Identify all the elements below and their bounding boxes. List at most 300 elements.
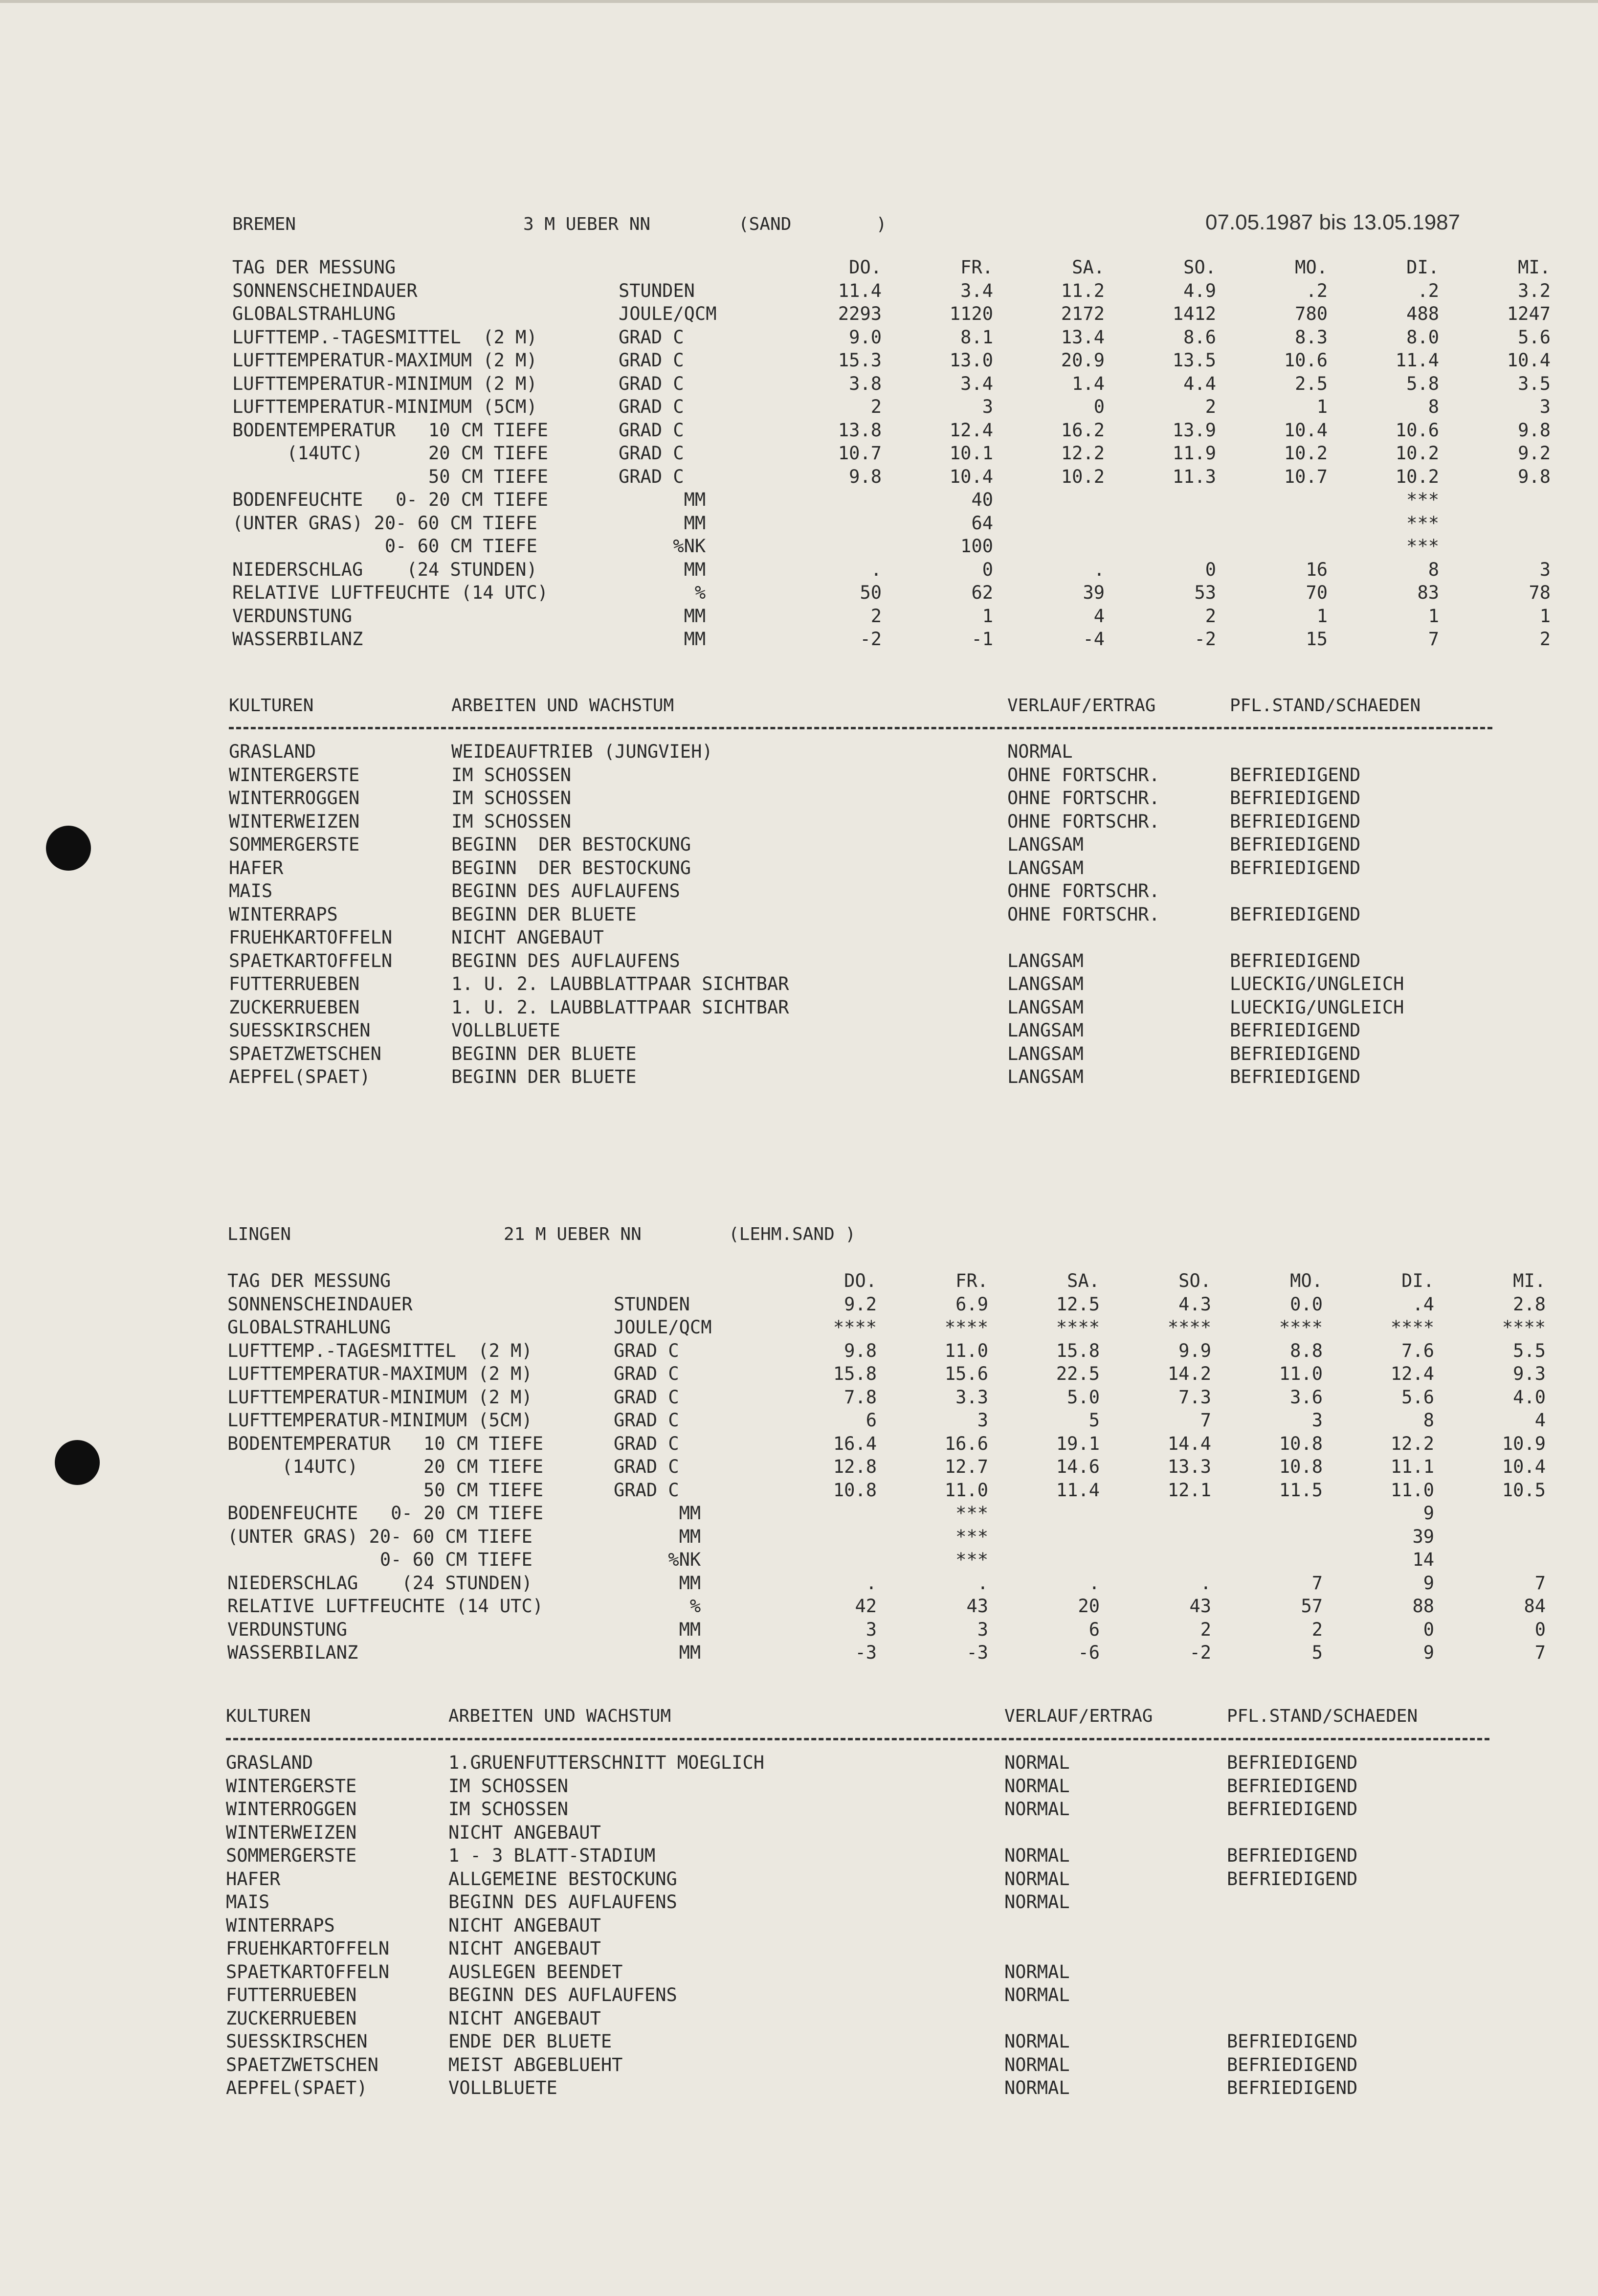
measurement-row xyxy=(227,1548,1546,1572)
measurement-value: 1120 xyxy=(949,303,993,324)
kultur-row xyxy=(226,1751,1520,1775)
measurement-value: 2 xyxy=(870,605,882,627)
measurement-label: LUFTTEMP.-TAGESMITTEL (2 M) xyxy=(232,326,537,348)
kultur-progress: OHNE FORTSCHR. xyxy=(1007,880,1160,901)
measurement-value: 20.9 xyxy=(1061,350,1105,371)
kultur-crop: WINTERWEIZEN xyxy=(229,810,360,832)
measurement-unit: GRAD C xyxy=(614,1456,679,1477)
measurement-value: 10.2 xyxy=(1395,443,1439,464)
measurement-value: -3 xyxy=(966,1642,988,1663)
measurement-row xyxy=(232,395,1551,419)
kultur-crop: AEPFEL(SPAET) xyxy=(226,2077,368,2098)
measurement-value: 84 xyxy=(1524,1596,1546,1617)
measurement-row xyxy=(227,1409,1546,1432)
measurement-value: 4 xyxy=(1534,1410,1546,1431)
measurement-unit: %NK xyxy=(614,1549,701,1570)
measurement-value: 3 xyxy=(1539,396,1551,417)
measurement-value: 3.5 xyxy=(1518,373,1551,394)
measurement-label: SONNENSCHEINDAUER xyxy=(232,280,418,301)
measurement-value: 10.8 xyxy=(833,1479,877,1501)
measurement-value: SA. xyxy=(1067,1270,1100,1291)
measurement-value: 11.9 xyxy=(1172,443,1216,464)
measurement-row xyxy=(227,1479,1546,1502)
measurement-value: . xyxy=(866,1572,877,1594)
measurement-label: LUFTTEMPERATUR-MINIMUM (5CM) xyxy=(227,1410,533,1431)
kultur-row xyxy=(229,764,1523,787)
measurement-unit: GRAD C xyxy=(619,350,684,371)
measurement-row xyxy=(232,279,1551,303)
kultur-progress: LANGSAM xyxy=(1007,834,1084,855)
kultur-row xyxy=(229,972,1523,996)
measurement-value: 16.2 xyxy=(1061,419,1105,441)
measurement-value xyxy=(1434,1502,1546,1525)
kultur-condition: BEFRIEDIGEND xyxy=(1230,834,1361,855)
measurement-value: 10.5 xyxy=(1502,1479,1546,1501)
kultur-crop: HAFER xyxy=(229,857,284,878)
measurement-value xyxy=(1105,512,1216,535)
measurement-value xyxy=(993,488,1105,512)
measurement-label: LUFTTEMPERATUR-MAXIMUM (2 M) xyxy=(227,1363,533,1384)
measurement-unit: GRAD C xyxy=(614,1479,679,1501)
measurement-value: -6 xyxy=(1078,1642,1100,1663)
measurement-value: 11.0 xyxy=(1390,1479,1434,1501)
measurement-label: TAG DER MESSUNG xyxy=(227,1270,391,1291)
kultur-condition: BEFRIEDIGEND xyxy=(1230,1020,1361,1041)
kultur-row xyxy=(226,2007,1520,2030)
measurement-value: 15 xyxy=(1306,629,1328,650)
measurement-value: 0.0 xyxy=(1290,1293,1323,1315)
kultur-work: VOLLBLUETE xyxy=(448,2077,557,2098)
kultur-condition: LUECKIG/UNGLEICH xyxy=(1230,996,1404,1018)
station-height: 21 M UEBER NN xyxy=(504,1224,642,1244)
kultur-work: ENDE DER BLUETE xyxy=(448,2031,612,2052)
measurement-value: *** xyxy=(955,1503,988,1524)
measurement-unit xyxy=(614,1269,765,1293)
measurement-value: 10.9 xyxy=(1502,1433,1546,1454)
measurement-unit: STUNDEN xyxy=(614,1293,690,1315)
kultur-progress: NORMAL xyxy=(1004,1891,1070,1913)
kulturen-table xyxy=(229,740,1523,1089)
measurement-unit: GRAD C xyxy=(619,373,684,394)
measurement-value: 10.7 xyxy=(838,443,882,464)
measurement-value xyxy=(765,1548,877,1572)
measurement-unit: MM xyxy=(614,1503,701,1524)
kultur-crop: SPAETKARTOFFELN xyxy=(226,1961,390,1982)
measurement-value: 9.2 xyxy=(1518,443,1551,464)
measurement-value xyxy=(993,535,1105,558)
kultur-condition: BEFRIEDIGEND xyxy=(1227,2031,1358,2052)
kultur-progress: LANGSAM xyxy=(1007,857,1084,878)
measurement-unit: GRAD C xyxy=(619,419,684,441)
kulturen-col-work: ARBEITEN UND WACHSTUM xyxy=(448,1706,671,1726)
measurement-value: .4 xyxy=(1412,1293,1434,1315)
kultur-progress xyxy=(1007,926,1230,949)
measurement-table xyxy=(232,256,1551,651)
kultur-row xyxy=(229,1019,1523,1042)
measurement-value: 12.8 xyxy=(833,1456,877,1477)
kulturen-col-condition: PFL.STAND/SCHAEDEN xyxy=(1230,696,1421,716)
measurement-value: 4.0 xyxy=(1513,1386,1546,1408)
measurement-value: 1 xyxy=(1316,605,1328,627)
kultur-row xyxy=(226,1775,1520,1798)
measurement-value: 10.7 xyxy=(1284,466,1328,487)
measurement-label: 0- 60 CM TIEFE xyxy=(227,1549,533,1570)
measurement-value: MI. xyxy=(1513,1270,1546,1291)
measurement-value xyxy=(1100,1525,1211,1549)
measurement-value xyxy=(1216,488,1328,512)
measurement-value: 1 xyxy=(1539,605,1551,627)
measurement-value: -2 xyxy=(1189,1642,1211,1663)
kultur-work: BEGINN DES AUFLAUFENS xyxy=(451,880,680,901)
measurement-value: 0 xyxy=(1205,559,1216,580)
measurement-value: 42 xyxy=(855,1596,877,1617)
measurement-value: SA. xyxy=(1072,257,1105,278)
measurement-value: 10.6 xyxy=(1284,350,1328,371)
kultur-row xyxy=(226,1960,1520,1984)
kultur-row xyxy=(229,856,1523,880)
measurement-value: 4.3 xyxy=(1178,1293,1211,1315)
measurement-label: WASSERBILANZ xyxy=(227,1642,358,1663)
measurement-value: 2.8 xyxy=(1513,1293,1546,1315)
measurement-row xyxy=(232,442,1551,465)
measurement-label: SONNENSCHEINDAUER xyxy=(227,1293,413,1315)
measurement-unit: GRAD C xyxy=(614,1340,679,1361)
measurement-value: *** xyxy=(955,1526,988,1547)
kulturen-col-crop: KULTUREN xyxy=(229,696,314,716)
measurement-value xyxy=(1439,535,1551,558)
measurement-value: . xyxy=(1088,1572,1100,1594)
measurement-value: 10.2 xyxy=(1061,466,1105,487)
kulturen-col-progress: VERLAUF/ERTRAG xyxy=(1004,1706,1153,1726)
measurement-unit: STUNDEN xyxy=(619,280,695,301)
measurement-label: GLOBALSTRAHLUNG xyxy=(232,303,396,324)
measurement-row xyxy=(227,1572,1546,1595)
measurement-value: 11.4 xyxy=(838,280,882,301)
measurement-value: 780 xyxy=(1295,303,1328,324)
kultur-work: BEGINN DES AUFLAUFENS xyxy=(448,1891,677,1913)
measurement-value: 16 xyxy=(1306,559,1328,580)
measurement-value: 10.4 xyxy=(949,466,993,487)
kultur-work: MEIST ABGEBLUEHT xyxy=(448,2054,623,2075)
measurement-unit: MM xyxy=(614,1619,701,1640)
kultur-progress xyxy=(1004,1937,1227,1960)
kultur-crop: ZUCKERRUEBEN xyxy=(226,2007,357,2029)
measurement-value: 2 xyxy=(1205,396,1216,417)
measurement-value: 5.6 xyxy=(1401,1386,1434,1408)
measurement-value: 488 xyxy=(1406,303,1439,324)
kultur-row xyxy=(229,740,1523,764)
measurement-unit: GRAD C xyxy=(619,443,684,464)
kultur-row xyxy=(229,810,1523,833)
measurement-label: BODENTEMPERATUR 10 CM TIEFE xyxy=(227,1433,544,1454)
measurement-value: DO. xyxy=(844,1270,877,1291)
measurement-value: 2 xyxy=(1539,629,1551,650)
measurement-unit: GRAD C xyxy=(619,326,684,348)
kultur-crop: SPAETZWETSCHEN xyxy=(229,1043,381,1064)
kultur-crop: SPAETKARTOFFELN xyxy=(229,950,393,971)
measurement-value: **** xyxy=(944,1317,988,1338)
measurement-value: 11.5 xyxy=(1279,1479,1323,1501)
kulturen-col-crop: KULTUREN xyxy=(226,1706,311,1726)
station-lingen xyxy=(0,1224,1598,2098)
kultur-crop: MAIS xyxy=(229,880,273,901)
kultur-row xyxy=(226,1914,1520,1937)
measurement-value: 39 xyxy=(1412,1526,1434,1547)
measurement-value: -2 xyxy=(860,629,882,650)
kultur-progress: LANGSAM xyxy=(1007,950,1084,971)
kultur-row xyxy=(229,1042,1523,1066)
measurement-value: 3 xyxy=(1539,559,1551,580)
measurement-row xyxy=(227,1455,1546,1479)
kultur-row xyxy=(226,1798,1520,1821)
measurement-row xyxy=(227,1525,1546,1549)
measurement-value: -2 xyxy=(1194,629,1216,650)
kultur-crop: WINTERWEIZEN xyxy=(226,1822,357,1843)
measurement-value: 5 xyxy=(1311,1642,1323,1663)
measurement-label: LUFTTEMP.-TAGESMITTEL (2 M) xyxy=(227,1340,533,1361)
kultur-work: 1 - 3 BLATT-STADIUM xyxy=(448,1845,656,1866)
measurement-value xyxy=(988,1548,1100,1572)
measurement-value: 1.4 xyxy=(1072,373,1105,394)
measurement-value xyxy=(988,1525,1100,1549)
kultur-row xyxy=(229,926,1523,949)
kultur-row xyxy=(229,903,1523,926)
measurement-value: 12.4 xyxy=(1390,1363,1434,1384)
measurement-value xyxy=(1100,1502,1211,1525)
measurement-value: 13.3 xyxy=(1167,1456,1211,1477)
measurement-value: **** xyxy=(1390,1317,1434,1338)
kultur-crop: ZUCKERRUEBEN xyxy=(229,996,360,1018)
kultur-row xyxy=(226,1937,1520,1960)
kultur-work: BEGINN DES AUFLAUFENS xyxy=(448,1984,677,2005)
measurement-value xyxy=(1105,488,1216,512)
measurement-value: . xyxy=(1200,1572,1211,1594)
measurement-table xyxy=(227,1269,1546,1665)
measurement-value: 16.4 xyxy=(833,1433,877,1454)
measurement-unit: GRAD C xyxy=(614,1410,679,1431)
kultur-condition: BEFRIEDIGEND xyxy=(1230,764,1361,786)
measurement-label: RELATIVE LUFTFEUCHTE (14 UTC) xyxy=(227,1596,544,1617)
kultur-row xyxy=(226,2030,1520,2053)
measurement-value: 11.4 xyxy=(1395,350,1439,371)
measurement-value: *** xyxy=(1406,536,1439,557)
measurement-value xyxy=(1105,535,1216,558)
kultur-condition: BEFRIEDIGEND xyxy=(1230,903,1361,925)
measurement-row xyxy=(232,419,1551,442)
station-soil: (LEHM.SAND ) xyxy=(729,1224,856,1244)
kultur-condition: BEFRIEDIGEND xyxy=(1230,950,1361,971)
measurement-value: 64 xyxy=(971,512,993,534)
measurement-value: **** xyxy=(833,1317,877,1338)
measurement-value: 7 xyxy=(1534,1572,1546,1594)
kultur-row xyxy=(226,1844,1520,1868)
measurement-value: 11.1 xyxy=(1390,1456,1434,1477)
kultur-progress: OHNE FORTSCHR. xyxy=(1007,788,1160,809)
measurement-value: 0 xyxy=(982,559,993,580)
measurement-unit: MM xyxy=(614,1526,701,1547)
measurement-value: 9.8 xyxy=(1518,419,1551,441)
kultur-condition xyxy=(1230,879,1523,903)
kultur-crop: SUESSKIRSCHEN xyxy=(226,2031,368,2052)
measurement-value: 14.2 xyxy=(1167,1363,1211,1384)
kultur-row xyxy=(229,833,1523,856)
measurement-row xyxy=(232,488,1551,512)
measurement-value: SO. xyxy=(1183,257,1216,278)
measurement-value: 15.3 xyxy=(838,350,882,371)
measurement-value: -1 xyxy=(971,629,993,650)
kultur-condition: BEFRIEDIGEND xyxy=(1227,1868,1358,1890)
measurement-value: 3.8 xyxy=(849,373,882,394)
measurement-value: 10.4 xyxy=(1507,350,1551,371)
kultur-condition: BEFRIEDIGEND xyxy=(1230,810,1361,832)
kulturen-table xyxy=(226,1751,1520,2100)
measurement-value: 3.6 xyxy=(1290,1386,1323,1408)
measurement-row xyxy=(227,1269,1546,1293)
measurement-value: 7.3 xyxy=(1178,1386,1211,1408)
measurement-value: -4 xyxy=(1083,629,1105,650)
kultur-progress: NORMAL xyxy=(1004,2077,1070,2098)
measurement-value: *** xyxy=(955,1549,988,1570)
kultur-work: NICHT ANGEBAUT xyxy=(448,1938,601,1959)
measurement-row xyxy=(232,256,1551,279)
measurement-value: 9.2 xyxy=(844,1293,877,1315)
measurement-value: 10.8 xyxy=(1279,1456,1323,1477)
measurement-value: 10.6 xyxy=(1395,419,1439,441)
measurement-value: 11.4 xyxy=(1056,1479,1100,1501)
measurement-value: 11.0 xyxy=(944,1479,988,1501)
measurement-value: 9.0 xyxy=(849,326,882,348)
measurement-label: VERDUNSTUNG xyxy=(232,605,353,627)
measurement-label: WASSERBILANZ xyxy=(232,629,363,650)
measurement-value: 9 xyxy=(1423,1642,1434,1663)
measurement-row xyxy=(232,302,1551,326)
measurement-label: NIEDERSCHLAG (24 STUNDEN) xyxy=(232,559,537,580)
measurement-label: LUFTTEMPERATUR-MINIMUM (2 M) xyxy=(232,373,537,394)
measurement-value: 12.4 xyxy=(949,419,993,441)
measurement-value: 3 xyxy=(866,1619,877,1640)
measurement-row xyxy=(232,349,1551,372)
measurement-value: **** xyxy=(1167,1317,1211,1338)
kultur-condition xyxy=(1227,1983,1520,2007)
measurement-value: **** xyxy=(1502,1317,1546,1338)
kultur-crop: SUESSKIRSCHEN xyxy=(229,1020,371,1041)
measurement-value xyxy=(988,1502,1100,1525)
measurement-value: 19.1 xyxy=(1056,1433,1100,1454)
measurement-value: 10.8 xyxy=(1279,1433,1323,1454)
measurement-value: 9.9 xyxy=(1178,1340,1211,1361)
kultur-row xyxy=(229,787,1523,810)
measurement-value: 6 xyxy=(1088,1619,1100,1640)
kultur-crop: FUTTERRUEBEN xyxy=(226,1984,357,2005)
measurement-value: 12.7 xyxy=(944,1456,988,1477)
measurement-row xyxy=(232,581,1551,605)
kultur-row xyxy=(226,1983,1520,2007)
measurement-value xyxy=(1434,1525,1546,1549)
measurement-value: 11.3 xyxy=(1172,466,1216,487)
measurement-value: 2.5 xyxy=(1295,373,1328,394)
kultur-condition xyxy=(1227,1960,1520,1984)
measurement-value: 8.6 xyxy=(1183,326,1216,348)
measurement-value: 3 xyxy=(977,1410,988,1431)
measurement-unit: JOULE/QCM xyxy=(614,1317,712,1338)
kultur-condition: BEFRIEDIGEND xyxy=(1227,2077,1358,2098)
kultur-work: AUSLEGEN BEENDET xyxy=(448,1961,623,1982)
kultur-condition: BEFRIEDIGEND xyxy=(1227,1775,1358,1797)
measurement-label: (UNTER GRAS) 20- 60 CM TIEFE xyxy=(227,1526,533,1547)
kultur-row xyxy=(226,1821,1520,1845)
measurement-value: 57 xyxy=(1301,1596,1323,1617)
measurement-value: 2293 xyxy=(838,303,882,324)
kultur-row xyxy=(229,879,1523,903)
kultur-condition xyxy=(1227,2007,1520,2030)
measurement-value: 0 xyxy=(1423,1619,1434,1640)
measurement-unit: GRAD C xyxy=(619,396,684,417)
measurement-value: 12.1 xyxy=(1167,1479,1211,1501)
kultur-row xyxy=(229,996,1523,1019)
measurement-label: LUFTTEMPERATUR-MAXIMUM (2 M) xyxy=(232,350,537,371)
measurement-value: 3.4 xyxy=(960,373,993,394)
kultur-progress: LANGSAM xyxy=(1007,1020,1084,1041)
kultur-progress: LANGSAM xyxy=(1007,1066,1084,1087)
measurement-value: 8.3 xyxy=(1295,326,1328,348)
kultur-crop: SOMMERGERSTE xyxy=(229,834,360,855)
measurement-row xyxy=(227,1641,1546,1665)
measurement-value: 3 xyxy=(1311,1410,1323,1431)
measurement-row xyxy=(227,1339,1546,1363)
measurement-value: .2 xyxy=(1306,280,1328,301)
kultur-progress: NORMAL xyxy=(1004,1845,1070,1866)
measurement-value: 12.2 xyxy=(1061,443,1105,464)
measurement-row xyxy=(227,1362,1546,1386)
measurement-value: 3.4 xyxy=(960,280,993,301)
punch-hole-lower xyxy=(55,1440,100,1485)
measurement-value: 15.6 xyxy=(944,1363,988,1384)
measurement-value: 2 xyxy=(1311,1619,1323,1640)
kulturen-col-work: ARBEITEN UND WACHSTUM xyxy=(451,696,674,716)
kultur-progress xyxy=(1004,1914,1227,1937)
measurement-value: 8 xyxy=(1428,559,1439,580)
kultur-work: IM SCHOSSEN xyxy=(448,1775,569,1797)
measurement-value: . xyxy=(977,1572,988,1594)
measurement-value: 2 xyxy=(1205,605,1216,627)
station-header xyxy=(0,210,1598,244)
report-period: 07.05.1987 bis 13.05.1987 xyxy=(1205,210,1461,234)
measurement-value: 8 xyxy=(1423,1410,1434,1431)
kultur-row xyxy=(226,1891,1520,1914)
station-height: 3 M UEBER NN xyxy=(523,214,651,234)
measurement-value: DO. xyxy=(849,257,882,278)
measurement-value xyxy=(770,512,882,535)
kultur-condition: BEFRIEDIGEND xyxy=(1227,2054,1358,2075)
kultur-progress: LANGSAM xyxy=(1007,996,1084,1018)
measurement-row xyxy=(227,1432,1546,1456)
measurement-value xyxy=(1434,1548,1546,1572)
measurement-value xyxy=(1439,488,1551,512)
measurement-unit: MM xyxy=(619,559,706,580)
kultur-progress: NORMAL xyxy=(1004,2054,1070,2075)
kultur-progress xyxy=(1004,2007,1227,2030)
measurement-unit: JOULE/QCM xyxy=(619,303,717,324)
measurement-label: NIEDERSCHLAG (24 STUNDEN) xyxy=(227,1572,533,1594)
measurement-value: 10.4 xyxy=(1284,419,1328,441)
kultur-work: NICHT ANGEBAUT xyxy=(448,2007,601,2029)
kultur-row xyxy=(229,1065,1523,1089)
kultur-work: IM SCHOSSEN xyxy=(451,788,572,809)
measurement-value xyxy=(1211,1525,1323,1549)
kulturen-col-condition: PFL.STAND/SCHAEDEN xyxy=(1227,1706,1418,1726)
measurement-unit: GRAD C xyxy=(614,1363,679,1384)
measurement-value: 10.2 xyxy=(1395,466,1439,487)
